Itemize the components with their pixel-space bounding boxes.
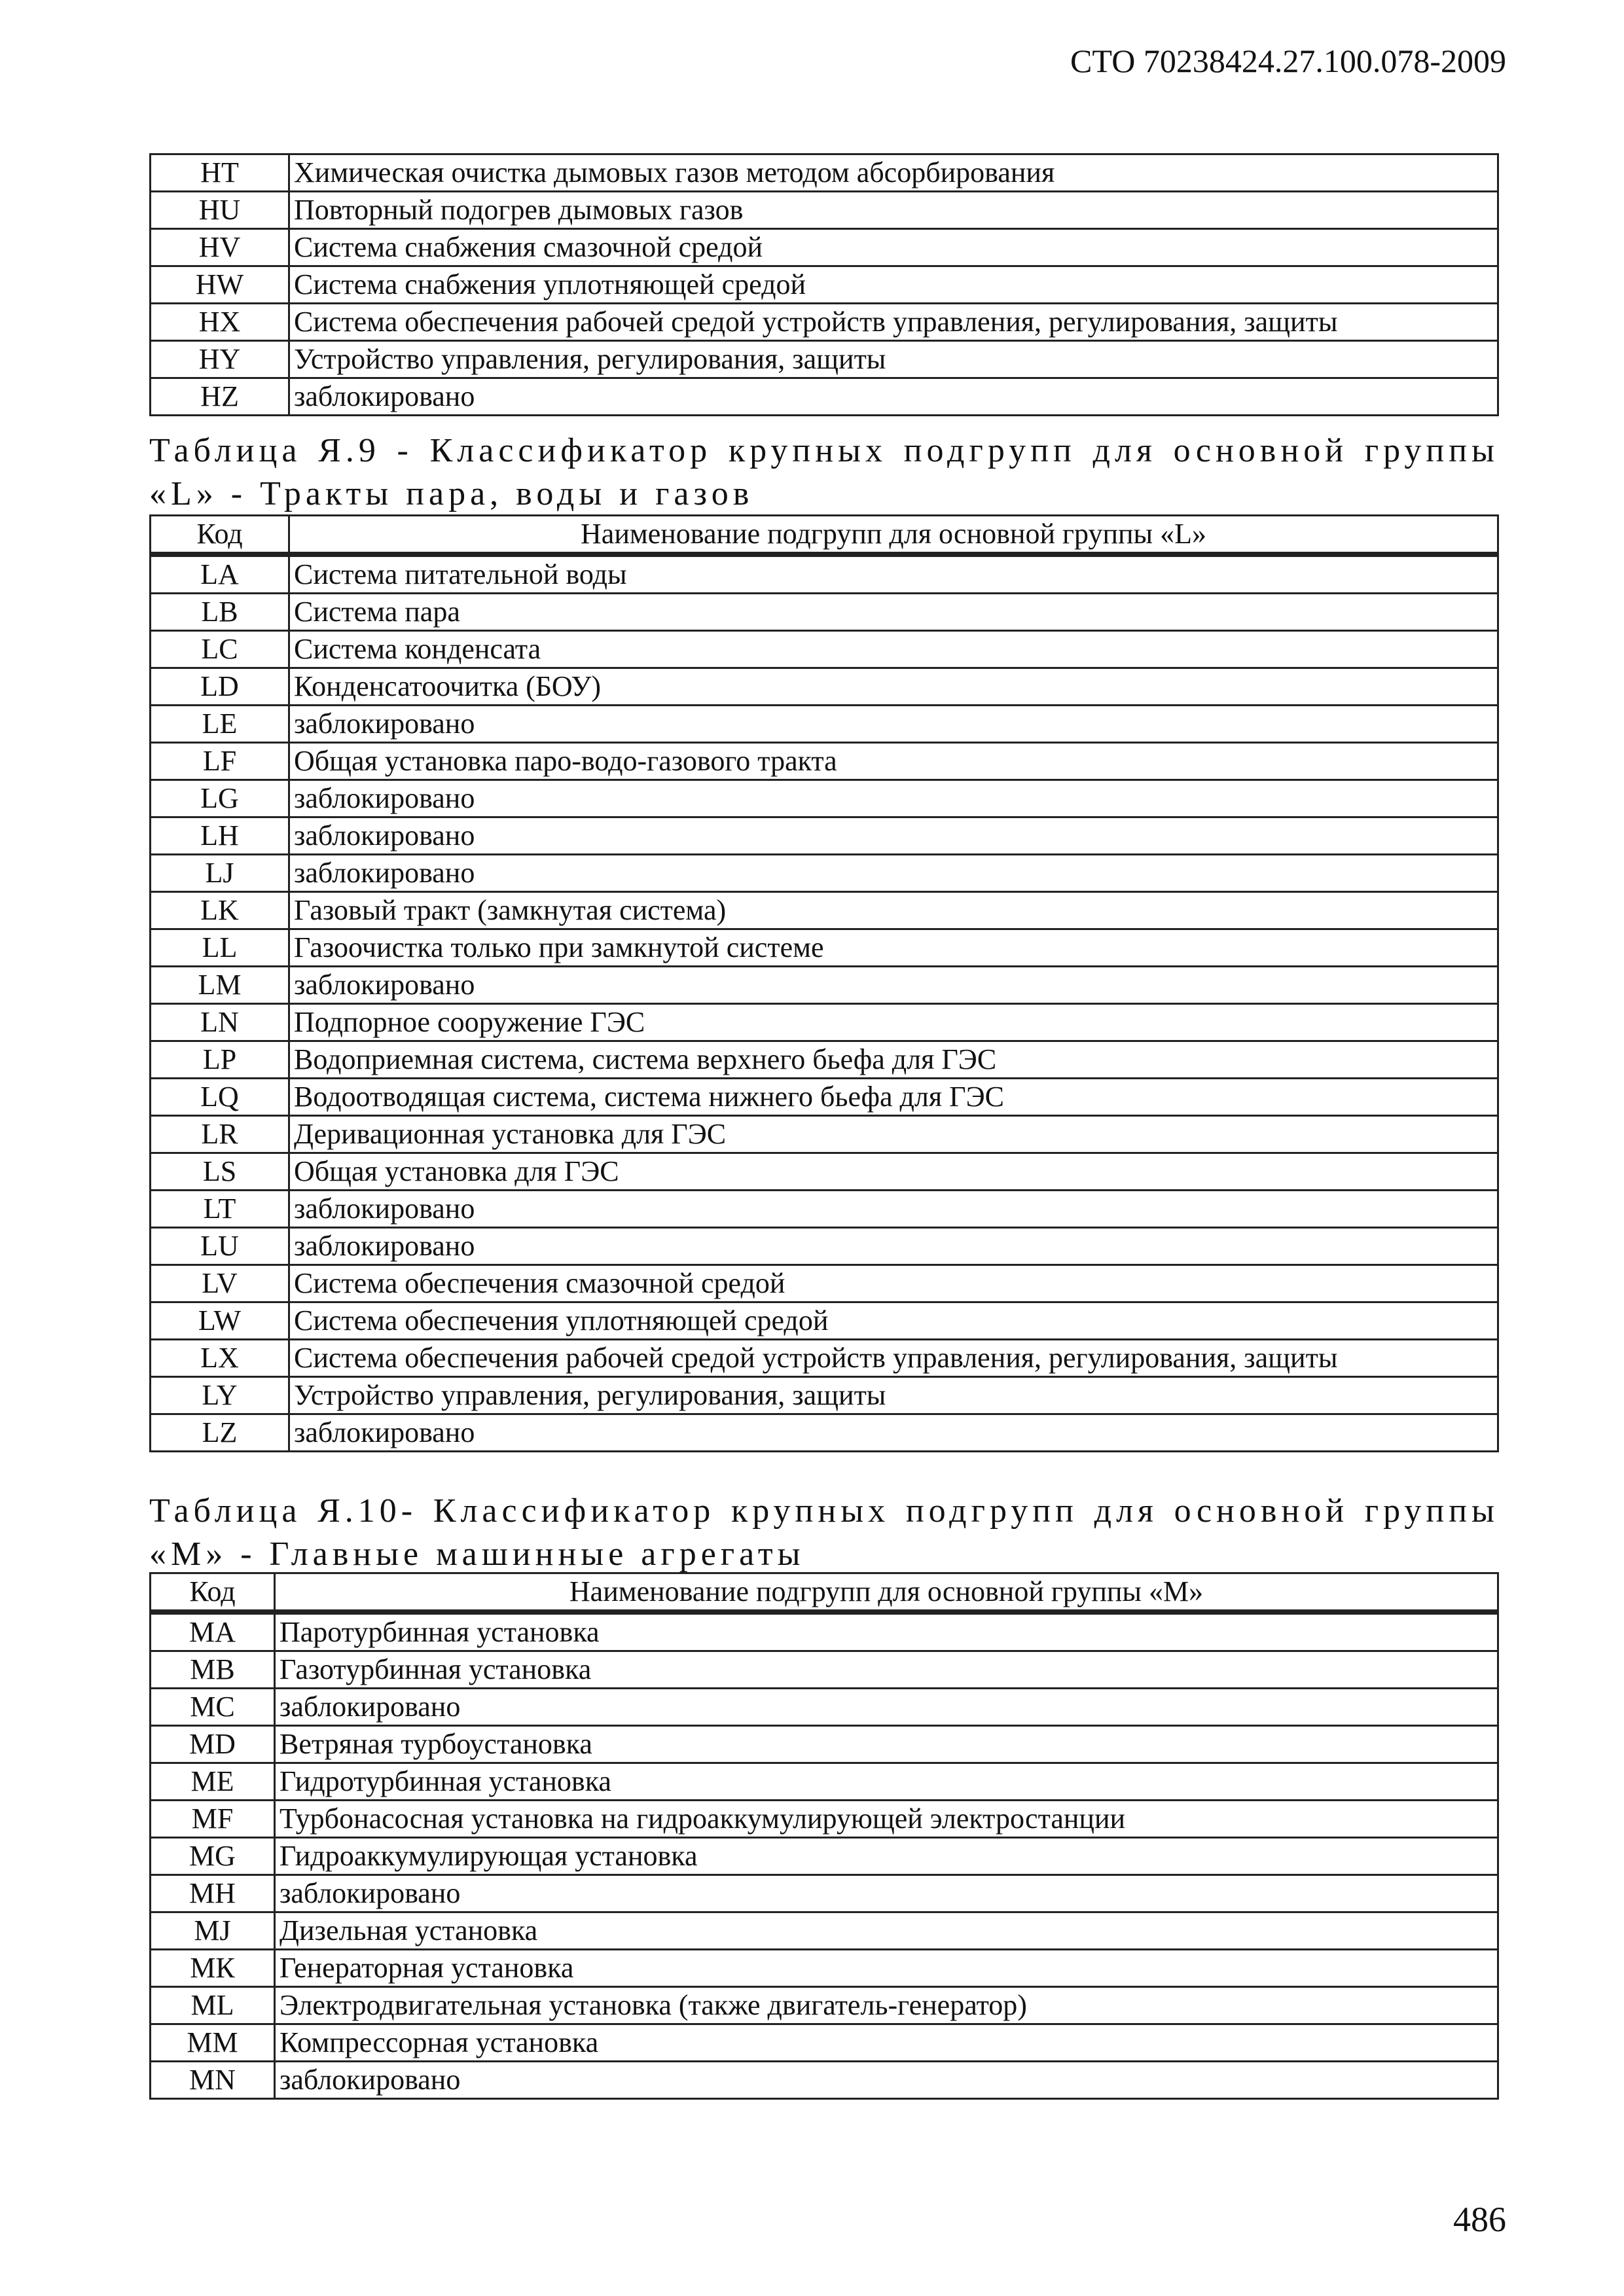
- table-row: [151, 229, 1498, 266]
- table-row: [151, 929, 1498, 967]
- row-name: Паротурбинная установка: [275, 1612, 1498, 1651]
- row-name: заблокировано: [289, 1191, 1498, 1228]
- table-row: [151, 1116, 1498, 1153]
- row-name: Подпорное сооружение ГЭС: [289, 1004, 1498, 1041]
- table-row: [151, 1651, 1498, 1689]
- row-name: заблокировано: [275, 2062, 1498, 2099]
- row-code: LS: [151, 1153, 289, 1191]
- row-name: Система обеспечения рабочей средой устройств управления, регулирования, защиты: [289, 1340, 1498, 1377]
- row-name: Устройство управления, регулирования, защиты: [289, 341, 1498, 378]
- table-row: [151, 554, 1498, 594]
- row-code: ME: [151, 1763, 275, 1801]
- table-row: [151, 1191, 1498, 1228]
- table-row: [151, 892, 1498, 929]
- row-code: LT: [151, 1191, 289, 1228]
- row-name: заблокировано: [289, 1228, 1498, 1265]
- row-code: MH: [151, 1875, 275, 1912]
- table-row: [151, 1987, 1498, 2024]
- row-code: MM: [151, 2024, 275, 2062]
- row-name: Гидротурбинная установка: [275, 1763, 1498, 1801]
- row-name: Водоприемная система, система верхнего бьефа для ГЭС: [289, 1041, 1498, 1079]
- table-m-caption-line1: Таблица Я.10- Классификатор крупных подгрупп для основной группы: [149, 1492, 1499, 1530]
- row-code: HX: [151, 304, 289, 341]
- row-name: Газоочистка только при замкнутой системе: [289, 929, 1498, 967]
- row-name: заблокировано: [289, 706, 1498, 743]
- table-row: [151, 378, 1498, 416]
- row-code: LD: [151, 668, 289, 706]
- table-h: [149, 153, 1499, 416]
- row-code: LV: [151, 1265, 289, 1302]
- row-name: Газотурбинная установка: [275, 1651, 1498, 1689]
- table-m-header-code: Код: [151, 1573, 275, 1613]
- row-code: MD: [151, 1726, 275, 1763]
- row-code: LM: [151, 967, 289, 1004]
- row-name: Компрессорная установка: [275, 2024, 1498, 2062]
- table-row: [151, 668, 1498, 706]
- table-row: [151, 1689, 1498, 1726]
- row-code: HY: [151, 341, 289, 378]
- row-name: Деривационная установка для ГЭС: [289, 1116, 1498, 1153]
- table-row: [151, 1414, 1498, 1452]
- row-code: LN: [151, 1004, 289, 1041]
- row-code: LZ: [151, 1414, 289, 1452]
- table-row: [151, 1763, 1498, 1801]
- row-code: MG: [151, 1838, 275, 1875]
- row-name: Электродвигательная установка (также двигатель-генератор): [275, 1987, 1498, 2024]
- row-code: MJ: [151, 1912, 275, 1950]
- row-name: заблокировано: [289, 817, 1498, 855]
- table-l-caption: [149, 429, 1499, 516]
- row-name: Турбонасосная установка на гидроаккумулирующей электростанции: [275, 1801, 1498, 1838]
- row-code: LW: [151, 1302, 289, 1340]
- row-name: Система снабжения уплотняющей средой: [289, 266, 1498, 304]
- table-row: [151, 706, 1498, 743]
- table-row: [151, 1265, 1498, 1302]
- row-code: MN: [151, 2062, 275, 2099]
- row-code: LQ: [151, 1079, 289, 1116]
- row-code: ML: [151, 1987, 275, 2024]
- table-m: [149, 1572, 1499, 2100]
- row-code: HT: [151, 154, 289, 192]
- table-l: [149, 514, 1499, 1452]
- table-row: [151, 855, 1498, 892]
- table-row: [151, 192, 1498, 229]
- table-row: [151, 1950, 1498, 1987]
- row-name: заблокировано: [289, 378, 1498, 416]
- table-row: [151, 304, 1498, 341]
- row-name: Водоотводящая система, система нижнего бьефа для ГЭС: [289, 1079, 1498, 1116]
- row-code: LL: [151, 929, 289, 967]
- table-l-body: [151, 554, 1498, 1452]
- table-row: [151, 1838, 1498, 1875]
- row-name: Система обеспечения смазочной средой: [289, 1265, 1498, 1302]
- table-row: [151, 743, 1498, 780]
- row-code: MB: [151, 1651, 275, 1689]
- table-row: [151, 1302, 1498, 1340]
- row-name: Общая установка для ГЭС: [289, 1153, 1498, 1191]
- row-name: заблокировано: [289, 967, 1498, 1004]
- table-m-body: [151, 1612, 1498, 2099]
- row-name: Гидроаккумулирующая установка: [275, 1838, 1498, 1875]
- row-name: Система конденсата: [289, 631, 1498, 668]
- row-name: заблокировано: [289, 780, 1498, 817]
- table-row: [151, 817, 1498, 855]
- table-row: [151, 1079, 1498, 1116]
- row-name: Система обеспечения рабочей средой устройств управления, регулирования, защиты: [289, 304, 1498, 341]
- row-code: LJ: [151, 855, 289, 892]
- table-m-caption-line2: «М» - Главные машинные агрегаты: [149, 1535, 805, 1573]
- row-name: Ветряная турбоустановка: [275, 1726, 1498, 1763]
- row-name: заблокировано: [275, 1875, 1498, 1912]
- table-row: [151, 1004, 1498, 1041]
- row-code: HU: [151, 192, 289, 229]
- row-name: Система обеспечения уплотняющей средой: [289, 1302, 1498, 1340]
- table-row: [151, 2062, 1498, 2099]
- table-row: [151, 1801, 1498, 1838]
- table-row: [151, 1228, 1498, 1265]
- table-row: [151, 1912, 1498, 1950]
- row-name: Химическая очистка дымовых газов методом абсорбирования: [289, 154, 1498, 192]
- row-code: LA: [151, 554, 289, 594]
- row-code: LB: [151, 594, 289, 631]
- row-name: заблокировано: [289, 1414, 1498, 1452]
- table-row: [151, 1875, 1498, 1912]
- table-l-header-name: Наименование подгрупп для основной группы «L»: [289, 516, 1498, 555]
- table-row: [151, 967, 1498, 1004]
- table-row: [151, 1377, 1498, 1414]
- row-name: Дизельная установка: [275, 1912, 1498, 1950]
- table-row: [151, 266, 1498, 304]
- row-code: LE: [151, 706, 289, 743]
- row-code: MA: [151, 1612, 275, 1651]
- row-name: заблокировано: [275, 1689, 1498, 1726]
- table-l-caption-line2: «L» - Тракты пара, воды и газов: [149, 475, 754, 512]
- row-name: Устройство управления, регулирования, защиты: [289, 1377, 1498, 1414]
- row-code: LY: [151, 1377, 289, 1414]
- row-code: LG: [151, 780, 289, 817]
- row-name: Система пара: [289, 594, 1498, 631]
- table-row: [151, 1153, 1498, 1191]
- row-name: Газовый тракт (замкнутая система): [289, 892, 1498, 929]
- row-code: LU: [151, 1228, 289, 1265]
- row-code: HW: [151, 266, 289, 304]
- table-m-caption: [149, 1490, 1499, 1576]
- row-name: Система снабжения смазочной средой: [289, 229, 1498, 266]
- row-code: LC: [151, 631, 289, 668]
- row-code: LX: [151, 1340, 289, 1377]
- row-code: LK: [151, 892, 289, 929]
- row-code: MF: [151, 1801, 275, 1838]
- row-code: MC: [151, 1689, 275, 1726]
- table-row: [151, 780, 1498, 817]
- table-row: [151, 631, 1498, 668]
- table-m-header-name: Наименование подгрупп для основной группы «М»: [275, 1573, 1498, 1613]
- row-code: HZ: [151, 378, 289, 416]
- table-row: [151, 1612, 1498, 1651]
- table-row: [151, 341, 1498, 378]
- row-name: Система питательной воды: [289, 554, 1498, 594]
- table-h-body: [151, 154, 1498, 416]
- row-name: Повторный подогрев дымовых газов: [289, 192, 1498, 229]
- row-name: Общая установка паро-водо-газового тракта: [289, 743, 1498, 780]
- row-name: Генераторная установка: [275, 1950, 1498, 1987]
- page-number: 486: [1453, 2200, 1506, 2239]
- row-code: HV: [151, 229, 289, 266]
- table-row: [151, 594, 1498, 631]
- row-code: LR: [151, 1116, 289, 1153]
- row-code: LF: [151, 743, 289, 780]
- table-row: [151, 2024, 1498, 2062]
- table-l-caption-line1: Таблица Я.9 - Классификатор крупных подгрупп для основной группы: [149, 432, 1499, 469]
- row-name: заблокировано: [289, 855, 1498, 892]
- table-l-header-row: [151, 516, 1498, 555]
- document-header: СТО 70238424.27.100.078-2009: [1070, 43, 1506, 79]
- row-code: MК: [151, 1950, 275, 1987]
- table-l-header-code: Код: [151, 516, 289, 555]
- table-row: [151, 154, 1498, 192]
- table-row: [151, 1726, 1498, 1763]
- row-name: Конденсатоочитка (БОУ): [289, 668, 1498, 706]
- table-m-header-row: [151, 1573, 1498, 1613]
- row-code: LH: [151, 817, 289, 855]
- table-row: [151, 1041, 1498, 1079]
- row-code: LP: [151, 1041, 289, 1079]
- table-row: [151, 1340, 1498, 1377]
